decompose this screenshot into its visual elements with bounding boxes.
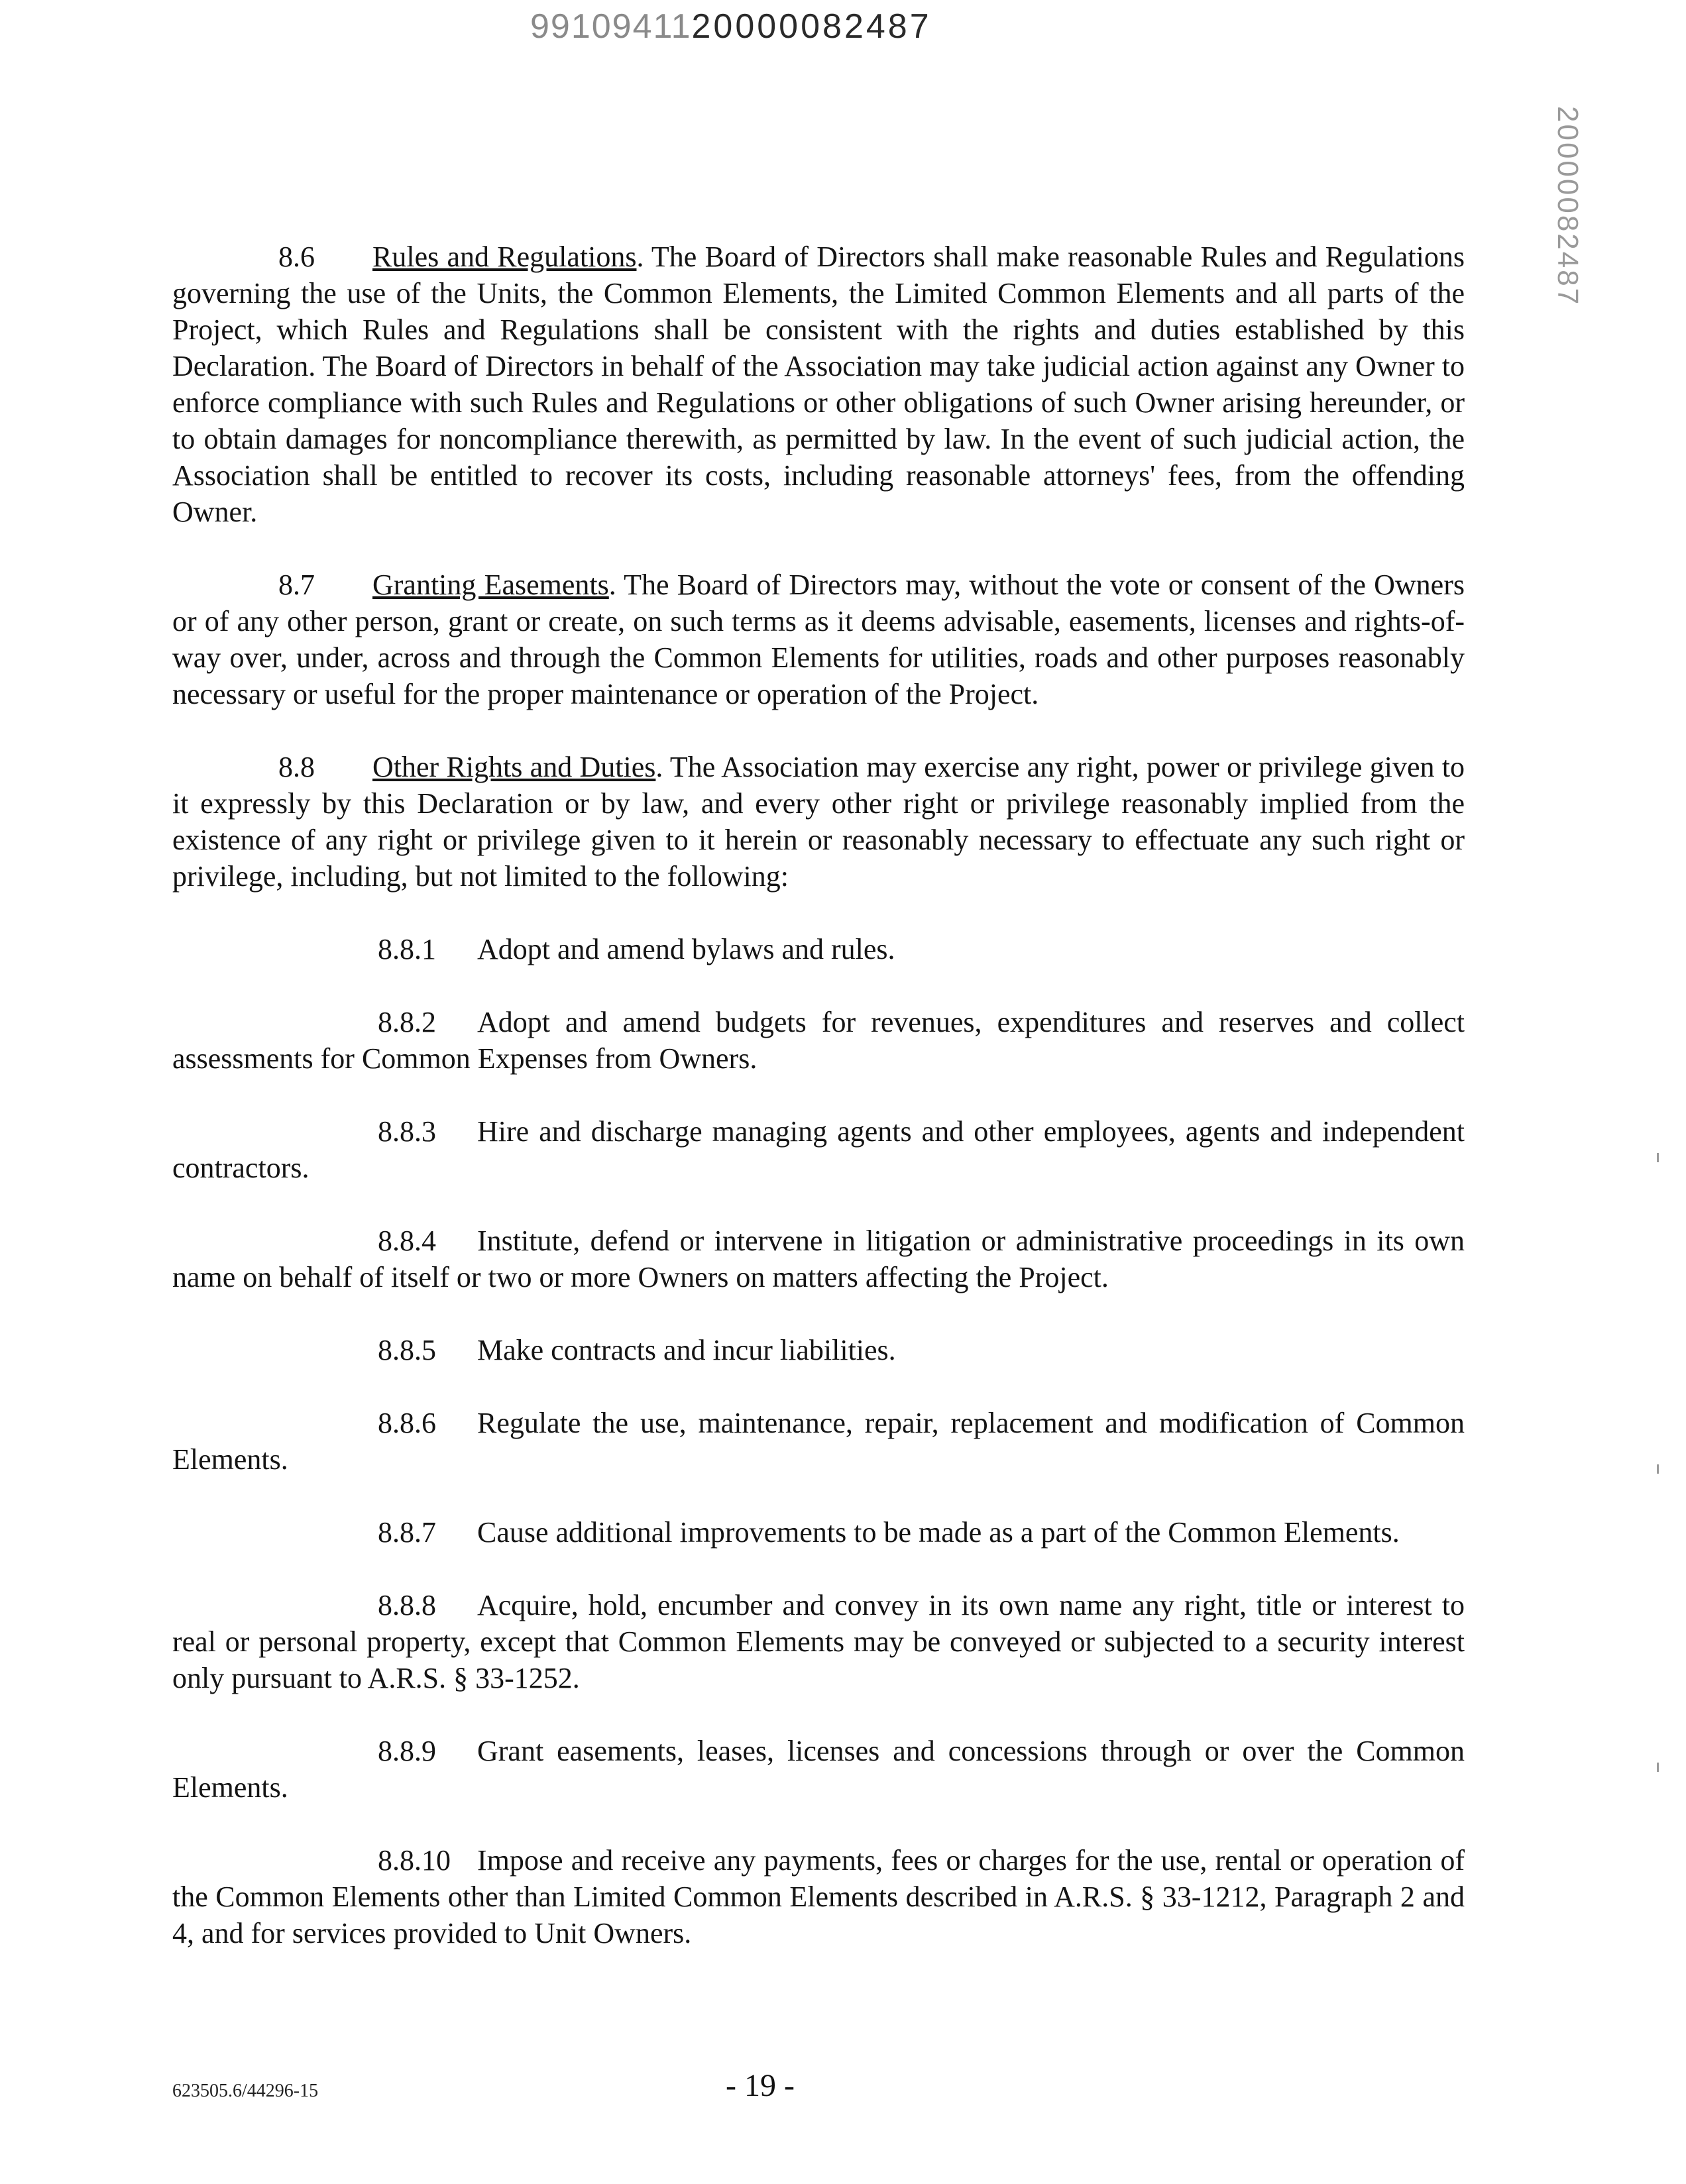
document-body	[172, 239, 1465, 1951]
subsection-number: 8.8.5	[378, 1334, 436, 1366]
subsection-text: Adopt and amend bylaws and rules.	[477, 933, 895, 965]
recording-stamp-side	[1544, 106, 1591, 358]
subsection-text: Cause additional improvements to be made as a part of the Common Elements.	[477, 1516, 1400, 1549]
subsection-8-8-9	[172, 1733, 1465, 1806]
page-number: - 19 -	[726, 2068, 795, 2103]
section-text: . The Board of Directors shall make reasonable Rules and Regulations governing the use of the Units, the Common Elements, the Limited Common Elements and all parts of the Project, which Rules and Regulations shall be consistent with the rights and duties established by this Declaration. The Board of Directors in behalf of the Association may take judicial action against any Owner to enforce compliance with such Rules and Regulations or other obligations of such Owner arising hereunder, or to obtain damages for noncompliance therewith, as permitted by law. In the event of such judicial action, the Association shall be entitled to recover its costs, including reasonable attorneys' fees, from the offending Owner.	[172, 241, 1465, 528]
subsection-text: Grant easements, leases, licenses and concessions through or over the Common Elements.	[172, 1735, 1465, 1804]
section-8-8	[172, 749, 1465, 895]
section-number: 8.7	[278, 569, 315, 601]
subsection-text: Acquire, hold, encumber and convey in its own name any right, title or interest to real or personal property, except that Common Elements may be conveyed or subjected to a security interest only pursuant to A.R.S. § 33-1252.	[172, 1589, 1465, 1694]
subsection-8-8-7	[172, 1514, 1465, 1551]
subsection-8-8-1	[172, 931, 1465, 967]
subsection-8-8-2	[172, 1004, 1465, 1077]
subsection-8-8-5	[172, 1332, 1465, 1368]
subsection-text: Impose and receive any payments, fees or charges for the use, rental or operation of the Common Elements other than Limited Common Elements described in A.R.S. § 33-1212, Paragraph 2 and 4, and for services provided to Unit Owners.	[172, 1844, 1465, 1949]
recording-number: 20000082487	[691, 7, 932, 46]
document-id: 623505.6/44296-15	[172, 2081, 319, 2101]
recording-stamp-faint: 99109411	[530, 7, 692, 46]
scan-speck	[1657, 1153, 1659, 1162]
section-title: Granting Easements	[372, 569, 609, 601]
section-8-6	[172, 239, 1465, 530]
scan-speck	[1657, 1464, 1659, 1474]
subsection-8-8-4	[172, 1223, 1465, 1295]
subsection-number: 8.8.10	[378, 1844, 451, 1877]
subsection-8-8-3	[172, 1113, 1465, 1186]
subsection-text: Make contracts and incur liabilities.	[477, 1334, 896, 1366]
subsection-number: 8.8.1	[378, 933, 436, 965]
subsection-text: Regulate the use, maintenance, repair, replacement and modification of Common Elements.	[172, 1407, 1465, 1476]
section-number: 8.6	[278, 241, 315, 273]
section-text: . The Association may exercise any right, power or privilege given to it expressly by this Declaration or by law, and every other right or privilege reasonably implied from the existence of any right or privilege given to it herein or reasonably necessary to effectuate any such right or privilege, including, but not limited to the following:	[172, 751, 1465, 893]
subsection-text: Adopt and amend budgets for revenues, expenditures and reserves and collect assessments for Common Expenses from Owners.	[172, 1006, 1465, 1075]
subsection-8-8-8	[172, 1587, 1465, 1696]
subsection-text: Hire and discharge managing agents and other employees, agents and independent contractors.	[172, 1115, 1465, 1184]
subsection-8-8-6	[172, 1405, 1465, 1478]
subsection-text: Institute, defend or intervene in litigation or administrative proceedings in its own name on behalf of itself or two or more Owners on matters affecting the Project.	[172, 1225, 1465, 1293]
subsection-number: 8.8.2	[378, 1006, 436, 1038]
subsection-number: 8.8.6	[378, 1407, 436, 1439]
subsection-8-8-10	[172, 1842, 1465, 1951]
scan-speck	[1657, 1763, 1659, 1772]
section-text: . The Board of Directors may, without the vote or consent of the Owners or of any other person, grant or create, on such terms as it deems advisable, easements, licenses and rights-of-way over, under, across and through the Common Elements for utilities, roads and other purposes reasonably necessary or useful for the proper maintenance or operation of the Project.	[172, 569, 1465, 710]
section-number: 8.8	[278, 751, 315, 783]
recording-stamp-top	[530, 7, 932, 46]
subsection-number: 8.8.7	[378, 1516, 436, 1549]
subsection-number: 8.8.3	[378, 1115, 436, 1148]
side-stamp-text: 20000082487	[1551, 106, 1584, 307]
subsection-number: 8.8.8	[378, 1589, 436, 1621]
subsection-number: 8.8.4	[378, 1225, 436, 1257]
section-title: Rules and Regulations	[372, 241, 637, 273]
section-title: Other Rights and Duties	[372, 751, 656, 783]
section-8-7	[172, 567, 1465, 712]
subsection-number: 8.8.9	[378, 1735, 436, 1767]
